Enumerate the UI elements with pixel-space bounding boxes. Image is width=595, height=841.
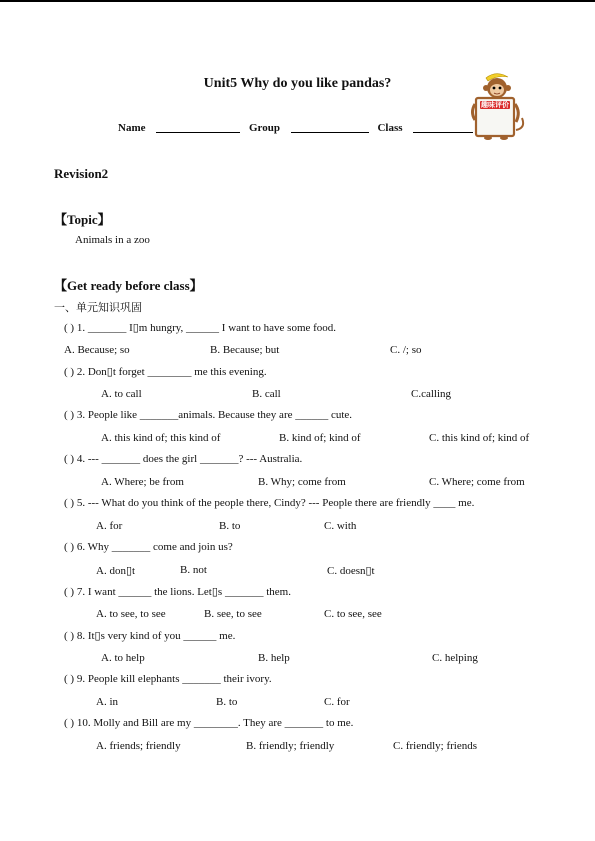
q10-option-b: B. friendly; friendly (246, 740, 335, 752)
mascot-sign-text: 趣味评价 (481, 101, 509, 109)
q7-option-a: A. to see, to see (96, 608, 166, 620)
top-rule (0, 0, 595, 2)
section-subheading: 一、单元知识巩固 (54, 302, 142, 314)
q1-option-a: A. Because; so (64, 344, 130, 356)
class-label: Class (377, 122, 403, 134)
q8-option-b: B. help (258, 652, 290, 664)
q5-option-a: A. for (96, 520, 123, 532)
question-3: ( ) 3. People like _______animals. Because they are ______ cute. (64, 409, 353, 421)
q9-option-a: A. in (96, 696, 118, 708)
question-4: ( ) 4. --- _______ does the girl _______? --- Australia. (64, 453, 303, 465)
q2-option-c: C.calling (411, 388, 452, 400)
question-5: ( ) 5. --- What do you think of the people there, Cindy? --- People there are friendly ____ me. (64, 497, 475, 509)
q9-option-c: C. for (324, 696, 350, 708)
q2-option-b: B. call (252, 388, 281, 400)
revision-heading: Revision2 (54, 166, 109, 181)
page-title: Unit5 Why do you like pandas? (203, 76, 392, 91)
q3-option-a: A. this kind of; this kind of (101, 432, 221, 444)
q3-option-c: C. this kind of; kind of (429, 432, 530, 444)
question-9: ( ) 9. People kill elephants _______ their ivory. (64, 673, 272, 685)
q10-option-c: C. friendly; friends (393, 740, 478, 752)
question-7: ( ) 7. I want ______ the lions. Let▯s _______ them. (64, 586, 291, 598)
name-blank[interactable] (156, 132, 240, 133)
q4-option-b: B. Why; come from (258, 476, 346, 488)
q5-option-c: C. with (324, 520, 357, 532)
group-label: Group (249, 122, 280, 134)
name-group-class-row (118, 122, 473, 134)
q4-option-a: A. Where; be from (101, 476, 184, 488)
get-ready-heading: 【Get ready before class】 (54, 278, 203, 293)
group-blank[interactable] (291, 132, 369, 133)
topic-heading: 【Topic】 (54, 212, 111, 227)
q5-option-b: B. to (219, 520, 241, 532)
question-1: ( ) 1. _______ I▯m hungry, ______ I want to have some food. (64, 322, 337, 334)
class-blank[interactable] (413, 132, 473, 133)
q8-option-c: C. helping (432, 652, 478, 664)
q6-option-c: C. doesn▯t (327, 565, 375, 577)
q7-option-c: C. to see, see (324, 608, 382, 620)
q6-option-b: B. not (180, 564, 207, 576)
q2-option-a: A. to call (101, 388, 142, 400)
q8-option-a: A. to help (101, 652, 145, 664)
q1-option-b: B. Because; but (210, 344, 280, 356)
q1-option-c: C. /; so (390, 344, 422, 356)
q4-option-c: C. Where; come from (429, 476, 525, 488)
q7-option-b: B. see, to see (204, 608, 262, 620)
q6-option-a: A. don▯t (96, 565, 136, 577)
question-2: ( ) 2. Don▯t forget ________ me this evening. (64, 366, 267, 378)
question-8: ( ) 8. It▯s very kind of you ______ me. (64, 630, 236, 642)
question-10: ( ) 10. Molly and Bill are my ________. They are _______ to me. (64, 717, 354, 729)
topic-text: Animals in a zoo (75, 234, 150, 246)
q10-option-a: A. friends; friendly (96, 740, 181, 752)
question-6: ( ) 6. Why _______ come and join us? (64, 541, 233, 553)
q9-option-b: B. to (216, 696, 238, 708)
name-label: Name (118, 122, 146, 134)
q3-option-b: B. kind of; kind of (279, 432, 361, 444)
